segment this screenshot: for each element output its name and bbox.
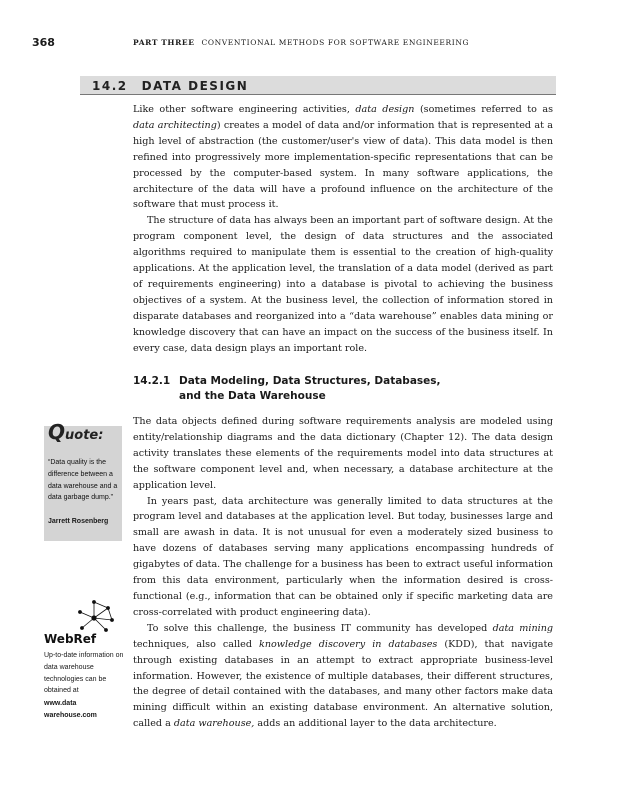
paragraph-1: Like other software engineering activities, data design (sometimes referred to as data architecting) creates a model of data and/or information that is represented at a high level of abstraction (the customer/user's view of data). This data model is then refined into progressively more implementation-specific representations that can be processed by the computer-based system. In many software applications, the architecture of the data will have a profound influence on the architecture of the software that must process it. <box>133 104 554 211</box>
body-text-lower <box>133 414 553 732</box>
subsection-number: 14.2.1 <box>133 375 171 387</box>
subsection-title-line1: Data Modeling, Data Structures, Databases, <box>179 375 441 387</box>
webref-url[interactable] <box>44 698 97 722</box>
webref-label: WebRef <box>44 632 97 646</box>
paragraph-4: In years past, data architecture was generally limited to data structures at the program level and databases at the application level. But today, businesses large and small are awash in data. It is not unusual for even a moderately sized business to have dozens of databases serving many applications encompassing hundreds of gigabytes of data. The challenge for a business has been to extract useful information from this data environment, particularly when the information desired is cross-functional (e.g., information that can be obtained only if specific marketing data are cross-correlated with product engineering data). <box>133 495 553 618</box>
subsection-title-line2: and the Data Warehouse <box>179 390 326 402</box>
running-head <box>133 38 469 47</box>
section-heading <box>92 79 262 93</box>
part-title: CONVENTIONAL METHODS FOR SOFTWARE ENGINEERING <box>201 38 470 47</box>
webref-url-line1: www.data <box>44 700 77 707</box>
body-text-upper <box>133 102 553 357</box>
webref-url-line2: warehouse.com <box>44 711 97 719</box>
webref-text: Up-to-date information on data warehouse technologies can be obtained at <box>44 652 124 695</box>
quote-author: Jarrett Rosenberg <box>48 518 109 525</box>
paragraph-2: The structure of data has always been an important part of software design. At the program component level, the design of data structures and the associated algorithms required to manipulate them is essential to the creation of high-quality applications. At the application level, the translation of a data model (derived as part of requirements engineering) into a database is pivotal to achieving the business objectives of a system. At the business level, the collection of information stored in disparate databases and reorganized into a “data warehouse” enables data mining or knowledge discovery that can have an impact on the success of the business itself. In every case, data design plays an important role. <box>133 215 553 354</box>
part-label: PART THREE <box>133 38 195 47</box>
subsection-heading <box>133 374 441 404</box>
section-title: DATA DESIGN <box>141 79 249 93</box>
quote-text: “Data quality is the difference between a data warehouse and a data garbage dump.” <box>48 459 118 502</box>
quote-label-rest: uote: <box>65 428 104 443</box>
paragraph-3: The data objects defined during software requirements analysis are modeled using entity/relationship diagrams and the data dictionary (Chapter 12). The data design activity translates these elements of the requirements model into data structures at the software component level and, when necessary, a database architecture at the application level. <box>133 416 553 491</box>
quote-initial: Q <box>48 420 66 444</box>
section-number: 14.2 <box>92 79 128 93</box>
quote-label <box>48 420 103 444</box>
page-number: 368 <box>32 36 55 49</box>
paragraph-5: To solve this challenge, the business IT community has developed data mining techniques, also called knowledge discovery in databases (KDD), that navigate through existing databases in an attempt to extract appropriate business-level information. However, the existence of multiple databases, their different structures, the degree of detail contained with the databases, and many other factors make data mining difficult within an existing database environment. An alternative solution, called a data warehouse, adds an additional layer to the data architecture. <box>133 622 554 730</box>
